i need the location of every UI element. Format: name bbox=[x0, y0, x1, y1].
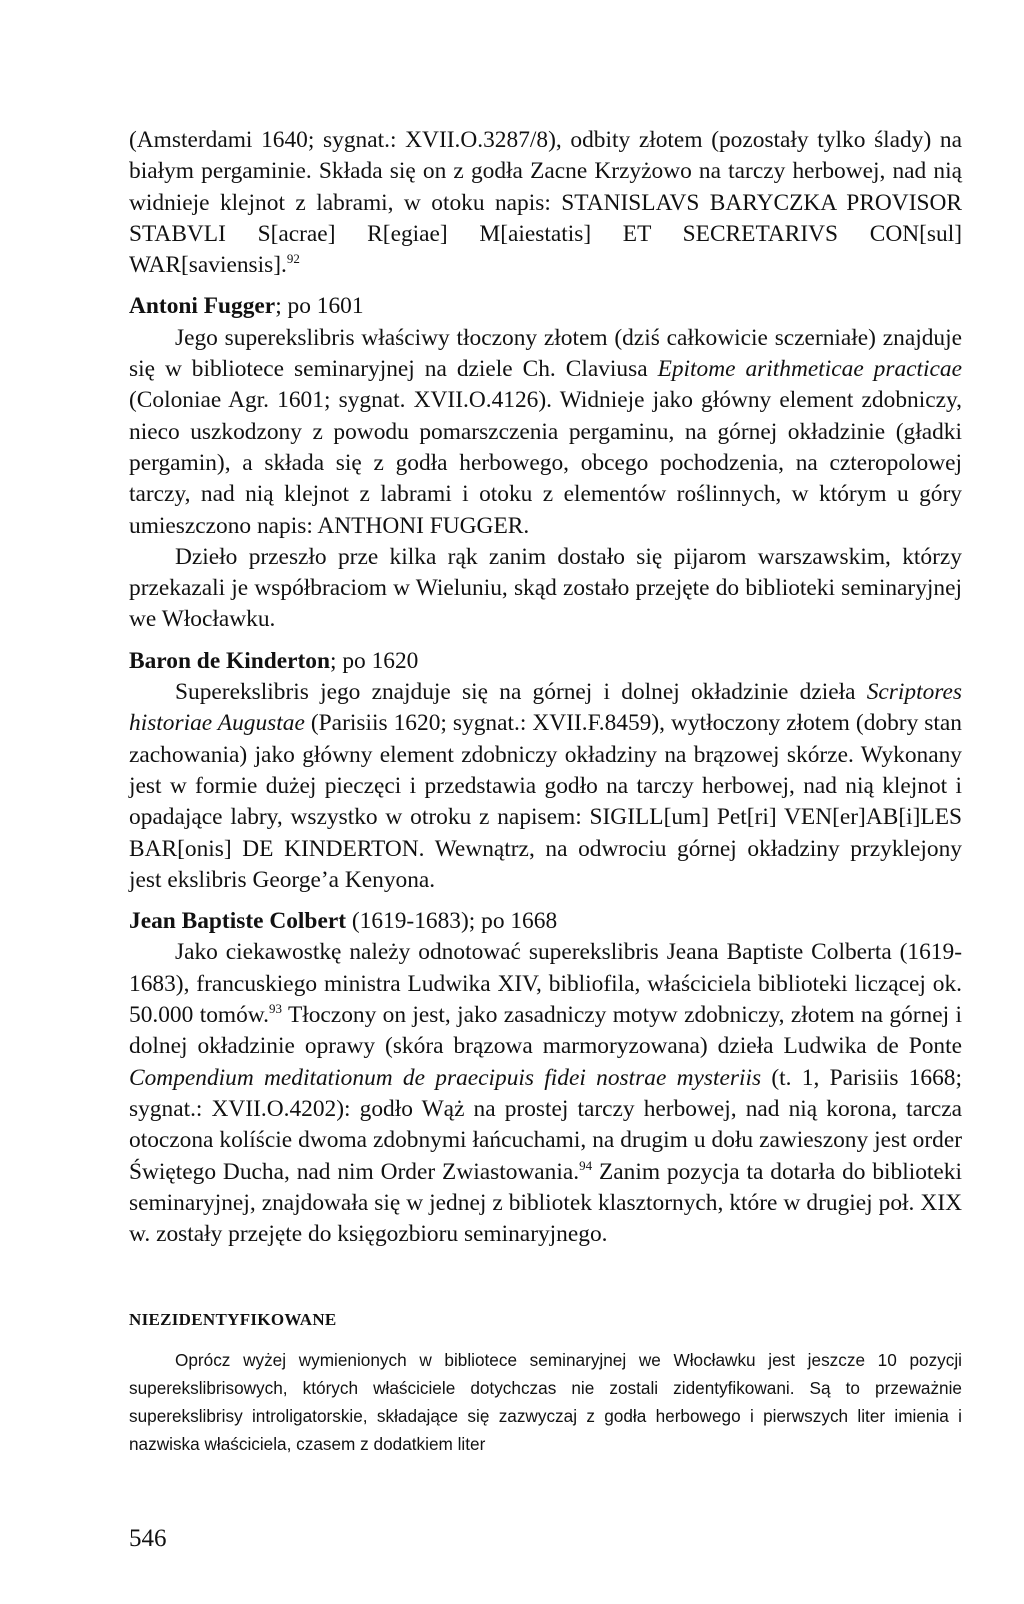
paragraph-colbert-1 bbox=[129, 937, 962, 1250]
section-text bbox=[129, 1346, 962, 1458]
section-title: NIEZIDENTYFIKOWANE bbox=[129, 1310, 337, 1329]
text-segment: (Coloniae Agr. 1601; sygnat. XVII.O.4126). Widnieje jako główny element zdobniczy, nieco uszkodzony z powodu pomarszczenia pergaminu, na górnej okładzinie (gładki pergamin), a składa się z godła herbowego, obcego pochodzenia, na czteropolowej tarczy, nad nią klejnot z labrami i otoku z elementów roślinnych, w którym u góry umieszczono napis: ANTHONI FUGGER. bbox=[129, 387, 962, 539]
entry-heading-fugger bbox=[129, 291, 962, 322]
entry-name: Baron de Kinderton bbox=[129, 647, 331, 674]
text-segment: Jako ciekawostkę należy odnotować superekslibris Jeana Baptiste Colberta (1619-1683), francuskiego ministra Ludwika XIV, bibliofila, właściciela biblioteki liczącej ok. 50.000 tomów. bbox=[129, 939, 962, 1029]
footnote-ref[interactable]: 93 bbox=[269, 1001, 282, 1017]
text-segment: Tłoczony on jest, jako zasadniczy motyw zdobniczy, złotem na górnej i dolnej okładzinie oprawy (skóra brązowa marmoryzowana) dzieła Ludwika de Ponte bbox=[129, 1002, 962, 1060]
entry-heading-kinderton bbox=[129, 646, 962, 677]
footnote-ref[interactable]: 92 bbox=[286, 251, 300, 267]
entry-name: Jean Baptiste Colbert bbox=[129, 908, 346, 935]
paragraph-fugger-1 bbox=[129, 323, 962, 542]
entry-date: ; po 1601 bbox=[275, 293, 364, 320]
entry-date: ; po 1620 bbox=[330, 647, 419, 674]
entry-date: (1619-1683); po 1668 bbox=[346, 908, 558, 935]
text-segment: (Amsterdami 1640; sygnat.: XVII.O.3287/8), odbity złotem (pozostały tylko ślady) na białym pergaminie. Składa się on z godła Zacne Krzyżowo na tarczy herbowej, nad nią widnieje klejnot z labrami, w otoku napis: STANISLAVS BARYCZKA PROVISOR STABVLI S[acrae] R[egiae] M[aiestatis] ET SECRETARIVS CON[sul] WAR[saviensis]. bbox=[129, 127, 962, 279]
paragraph-baryczka-continued bbox=[129, 125, 962, 281]
section-paragraph: Oprócz wyżej wymienionych w bibliotece seminaryjnej we Włocławku jest jeszcze 10 pozycji superekslibrisowych, których właściciele dotychczas nie zostali zidentyfikowani. Są to przeważnie superekslibrisy introligatorskie, składające się zazwyczaj z godła herbowego i pierwszych liter imienia i nazwiska właściciela, czasem z dodatkiem liter bbox=[129, 1350, 962, 1454]
main-text bbox=[129, 125, 962, 1250]
text-segment: Jego superekslibris właściwy tłoczony złotem (dziś całkowicie sczerniałe) znajduje się w bibliotece seminaryjnej na dziele Ch. Claviusa bbox=[129, 324, 962, 383]
text-segment: (t. 1, Parisiis 1668; sygnat.: XVII.O.4202): godło Wąż na prostej tarczy herbowej, nad nią korona, tarcza otoczona kolíście dwoma zdobnymi łańcuchami, na drugim u dołu zawieszony jest order Świętego Ducha, nad nim Order Zwiastowania. bbox=[129, 1064, 962, 1185]
paragraph-fugger-2: Dzieło przeszło prze kilka rąk zanim dostało się pijarom warszawskim, którzy przekazali je współbraciom w Wieluniu, skąd zostało przejęte do biblioteki seminaryjnej we Włocławku. bbox=[129, 543, 962, 633]
book-title: Compendium meditationum de praecipuis fidei nostrae mysteriis bbox=[129, 1064, 762, 1091]
book-title: Epitome arithmeticae practicae bbox=[657, 356, 962, 383]
text-segment: Superekslibris jego znajduje się na górnej i dolnej okładzinie dzieła bbox=[175, 679, 867, 706]
text-segment: Zanim pozycja ta dotarła do biblioteki seminaryjnej, znajdowała się w jednej z bibliotek klasztornych, które w drugiej poł. XIX w. zostały przejęte do księgozbioru seminaryjnego. bbox=[129, 1158, 962, 1248]
book-title: Scriptores historiae Augustae bbox=[129, 679, 962, 737]
entry-heading-colbert bbox=[129, 906, 962, 937]
entry-name: Antoni Fugger bbox=[129, 293, 276, 320]
paragraph-kinderton-1 bbox=[129, 677, 962, 896]
footnote-ref[interactable]: 94 bbox=[579, 1157, 593, 1173]
page-number: 546 bbox=[129, 1525, 167, 1552]
text-segment: (Parisiis 1620; sygnat.: XVII.F.8459), wytłoczony złotem (dobry stan zachowania) jako główny element zdobniczy okładziny na brązowej skórze. Wykonany jest w formie dużej pieczęci i przedstawia godło na tarczy herbowej, nad nią klejnot i opadające labry, wszystko w otroku z napisem: SIGILL[um] Pet[ri] VEN[er]AB[i]LES BAR[onis] DE KINDERTON. Wewnątrz, na odwrociu górnej okładziny przyklejony jest ekslibris George’a Kenyona. bbox=[129, 710, 962, 893]
